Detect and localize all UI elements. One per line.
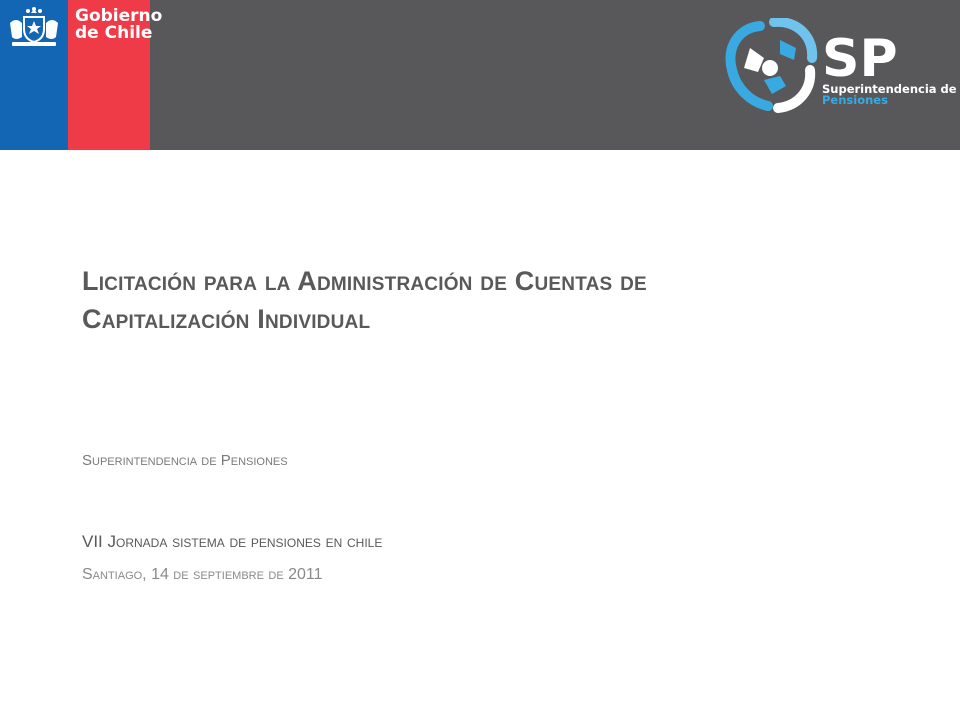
slide-title	[82, 262, 842, 338]
sp-line1: Superintendencia de	[822, 82, 957, 96]
event-name: VII Jornada sistema de pensiones en chile	[82, 532, 383, 551]
title-line1: Licitación para la Administración de Cuentas de	[82, 266, 647, 296]
sp-letters: SP	[822, 29, 898, 89]
sp-line2: Pensiones	[822, 93, 888, 107]
gov-blue-panel	[0, 0, 68, 150]
title-line2: Capitalización Individual	[82, 304, 371, 334]
sp-subtitle	[822, 84, 957, 106]
gov-line2: de Chile	[75, 23, 153, 43]
gov-line1: Gobierno	[75, 6, 163, 26]
header-band	[0, 0, 960, 150]
gobierno-de-chile-logo-text	[75, 8, 162, 42]
chile-coat-of-arms-icon	[6, 5, 62, 49]
event-date: Santiago, 14 de septiembre de 2011	[82, 566, 323, 583]
organization-name: Superintendencia de Pensiones	[82, 452, 288, 469]
